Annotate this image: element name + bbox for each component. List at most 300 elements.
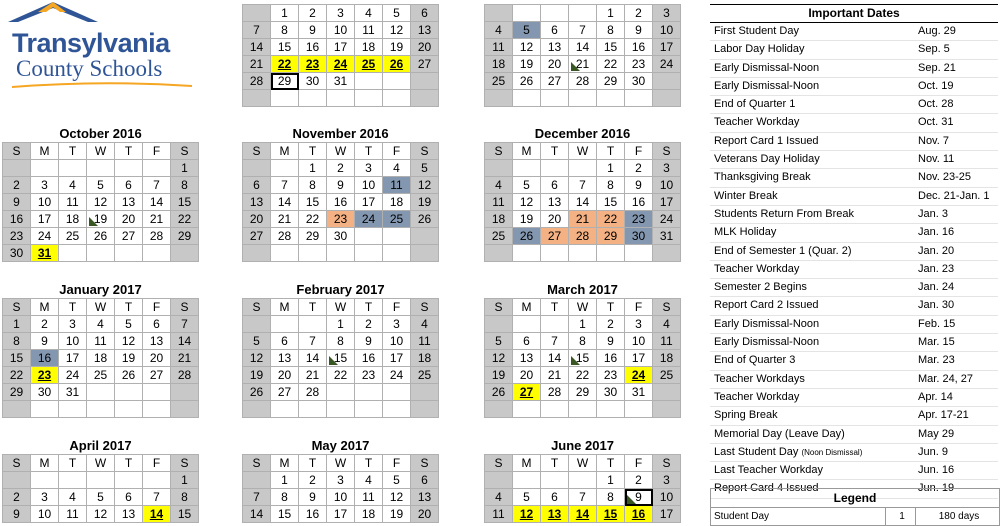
day-header: T <box>355 455 383 472</box>
month-title: December 2016 <box>534 126 631 141</box>
day-cell: 20 <box>143 350 171 367</box>
day-cell: 31 <box>31 245 59 262</box>
day-cell: 13 <box>541 194 569 211</box>
day-cell: 18 <box>59 211 87 228</box>
day-cell: 24 <box>59 367 87 384</box>
day-cell: 25 <box>653 367 681 384</box>
day-cell: 27 <box>513 384 541 401</box>
day-cell <box>541 245 569 262</box>
event-date: Dec. 21-Jan. 1 <box>918 189 990 202</box>
day-cell: 25 <box>355 56 383 73</box>
day-cell <box>243 90 271 107</box>
day-cell <box>355 90 383 107</box>
event-label: Early Dismissal-Noon <box>714 61 820 74</box>
day-cell: 3 <box>327 5 355 22</box>
day-cell: 14 <box>143 194 171 211</box>
day-header: S <box>243 455 271 472</box>
event-date: Mar. 15 <box>918 336 955 349</box>
day-cell: 15 <box>597 194 625 211</box>
day-cell <box>243 316 271 333</box>
day-header: S <box>653 299 681 316</box>
event-date: Jan. 3 <box>918 207 948 220</box>
day-cell <box>383 73 411 90</box>
event-date: Jun. 9 <box>918 445 948 458</box>
day-cell <box>271 401 299 418</box>
important-dates-title: Important Dates <box>710 4 998 23</box>
day-header: M <box>271 143 299 160</box>
day-cell <box>597 245 625 262</box>
day-cell: 23 <box>3 228 31 245</box>
day-cell: 19 <box>87 211 115 228</box>
day-header: W <box>87 455 115 472</box>
day-cell: 5 <box>513 489 541 506</box>
day-cell: 22 <box>3 367 31 384</box>
event-name <box>710 133 918 150</box>
day-cell <box>327 384 355 401</box>
day-cell: 12 <box>485 350 513 367</box>
month-sep <box>484 0 681 107</box>
day-cell: 8 <box>271 22 299 39</box>
day-cell: 13 <box>243 194 271 211</box>
important-date-row <box>710 41 998 59</box>
day-cell: 12 <box>513 39 541 56</box>
event-name <box>710 334 918 351</box>
day-cell <box>243 472 271 489</box>
school-logo <box>0 0 205 95</box>
event-name <box>710 297 918 314</box>
event-name <box>710 389 918 406</box>
important-date-row <box>710 462 998 480</box>
day-header: S <box>485 143 513 160</box>
day-cell <box>653 245 681 262</box>
day-cell <box>383 401 411 418</box>
day-cell: 8 <box>3 333 31 350</box>
day-cell: 5 <box>87 177 115 194</box>
day-cell: 11 <box>59 506 87 523</box>
day-cell <box>299 401 327 418</box>
day-cell: 27 <box>143 367 171 384</box>
day-cell: 12 <box>87 194 115 211</box>
day-cell <box>653 73 681 90</box>
month-nov <box>242 125 439 262</box>
day-cell <box>115 401 143 418</box>
day-cell: 30 <box>625 73 653 90</box>
day-cell <box>87 472 115 489</box>
day-cell <box>597 401 625 418</box>
day-cell <box>243 245 271 262</box>
day-cell: 1 <box>327 316 355 333</box>
day-header: T <box>597 455 625 472</box>
day-cell: 8 <box>271 489 299 506</box>
event-label: Teacher Workdays <box>714 372 805 385</box>
day-cell: 6 <box>115 177 143 194</box>
day-cell: 24 <box>625 367 653 384</box>
month-title: April 2017 <box>69 438 132 453</box>
event-name <box>710 279 918 296</box>
event-date: Jan. 16 <box>918 226 955 239</box>
day-cell: 5 <box>485 333 513 350</box>
day-header: S <box>411 455 439 472</box>
important-date-row <box>710 426 998 444</box>
event-label: Last Teacher Workday <box>714 464 824 477</box>
event-name <box>710 316 918 333</box>
day-cell: 30 <box>625 228 653 245</box>
day-cell: 3 <box>383 316 411 333</box>
day-cell <box>383 90 411 107</box>
day-cell: 6 <box>271 333 299 350</box>
mountain-roof-icon <box>8 0 98 22</box>
day-cell <box>513 316 541 333</box>
day-cell: 28 <box>243 73 271 90</box>
day-cell: 5 <box>513 177 541 194</box>
event-label: Winter Break <box>714 189 778 202</box>
day-cell: 4 <box>485 22 513 39</box>
day-cell: 4 <box>653 316 681 333</box>
event-name <box>710 114 918 131</box>
day-cell: 13 <box>411 489 439 506</box>
day-cell: 17 <box>625 350 653 367</box>
month-jun <box>484 437 681 523</box>
day-cell: 12 <box>243 350 271 367</box>
day-cell <box>299 316 327 333</box>
day-header: M <box>31 455 59 472</box>
day-cell <box>299 245 327 262</box>
important-dates-panel <box>710 4 998 499</box>
day-cell <box>513 90 541 107</box>
day-cell: 6 <box>541 22 569 39</box>
month-title: June 2017 <box>551 438 614 453</box>
day-cell: 5 <box>513 22 541 39</box>
day-header: F <box>143 455 171 472</box>
day-cell: 9 <box>625 489 653 506</box>
important-date-row <box>710 60 998 78</box>
event-date: Aug. 29 <box>918 25 956 37</box>
day-cell: 10 <box>31 194 59 211</box>
day-cell <box>143 384 171 401</box>
day-cell: 12 <box>115 333 143 350</box>
day-cell: 5 <box>383 5 411 22</box>
event-date: Jan. 30 <box>918 299 955 312</box>
day-cell: 16 <box>31 350 59 367</box>
day-cell: 30 <box>327 228 355 245</box>
day-cell <box>271 90 299 107</box>
day-header: T <box>299 299 327 316</box>
day-cell: 30 <box>299 73 327 90</box>
event-label: Teacher Workday <box>714 116 800 129</box>
day-cell <box>31 160 59 177</box>
day-cell: 19 <box>513 211 541 228</box>
day-cell <box>355 245 383 262</box>
day-cell: 30 <box>31 384 59 401</box>
day-cell <box>355 73 383 90</box>
important-date-row <box>710 334 998 352</box>
day-cell: 19 <box>383 39 411 56</box>
day-cell <box>625 90 653 107</box>
day-cell: 1 <box>271 5 299 22</box>
day-cell: 22 <box>327 367 355 384</box>
day-cell: 11 <box>355 489 383 506</box>
day-header: S <box>3 455 31 472</box>
day-cell <box>653 90 681 107</box>
day-cell: 1 <box>3 316 31 333</box>
day-cell: 17 <box>327 506 355 523</box>
day-cell: 17 <box>383 350 411 367</box>
day-header: M <box>271 299 299 316</box>
day-cell: 24 <box>31 228 59 245</box>
day-cell <box>569 5 597 22</box>
event-name <box>710 407 918 424</box>
day-header: M <box>513 299 541 316</box>
event-label: Students Return From Break <box>714 207 855 220</box>
day-cell: 3 <box>653 160 681 177</box>
day-cell: 29 <box>271 73 299 90</box>
day-cell <box>653 401 681 418</box>
day-cell <box>115 245 143 262</box>
event-label: Last Student Day <box>714 445 799 458</box>
day-cell: 1 <box>597 160 625 177</box>
event-label: Early Dismissal-Noon <box>714 317 820 330</box>
event-name <box>710 169 918 186</box>
day-cell: 9 <box>625 22 653 39</box>
day-header: S <box>653 143 681 160</box>
day-cell: 20 <box>411 506 439 523</box>
month-oct <box>2 125 199 262</box>
day-cell: 10 <box>327 489 355 506</box>
day-cell: 12 <box>411 177 439 194</box>
day-cell <box>569 472 597 489</box>
important-date-row <box>710 316 998 334</box>
day-cell: 24 <box>653 211 681 228</box>
day-cell: 31 <box>653 228 681 245</box>
day-cell: 15 <box>299 194 327 211</box>
day-cell: 24 <box>653 56 681 73</box>
day-cell: 16 <box>327 194 355 211</box>
day-cell: 5 <box>87 489 115 506</box>
day-cell <box>115 472 143 489</box>
day-cell: 26 <box>383 56 411 73</box>
day-cell: 4 <box>411 316 439 333</box>
day-cell <box>513 5 541 22</box>
event-name <box>710 60 918 77</box>
month-title: March 2017 <box>547 282 618 297</box>
day-cell: 16 <box>355 350 383 367</box>
event-label: Report Card 1 Issued <box>714 134 819 147</box>
day-cell <box>541 90 569 107</box>
event-label: Teacher Workday <box>714 262 800 275</box>
day-cell <box>143 472 171 489</box>
day-cell: 31 <box>625 384 653 401</box>
important-date-row <box>710 352 998 370</box>
important-date-row <box>710 188 998 206</box>
day-cell: 10 <box>653 22 681 39</box>
day-header: S <box>653 455 681 472</box>
day-cell: 29 <box>171 228 199 245</box>
day-cell: 21 <box>569 211 597 228</box>
day-cell <box>383 384 411 401</box>
day-cell: 6 <box>541 489 569 506</box>
event-date: Nov. 11 <box>918 153 955 166</box>
day-cell: 25 <box>411 367 439 384</box>
day-cell <box>541 160 569 177</box>
month-dec <box>484 125 681 262</box>
day-cell <box>327 90 355 107</box>
event-name <box>710 261 918 278</box>
day-cell: 30 <box>597 384 625 401</box>
day-cell <box>31 401 59 418</box>
day-header: S <box>171 143 199 160</box>
event-label: Spring Break <box>714 409 778 422</box>
day-cell: 15 <box>3 350 31 367</box>
day-cell: 20 <box>541 211 569 228</box>
day-header: T <box>115 143 143 160</box>
day-cell <box>59 472 87 489</box>
day-cell: 7 <box>541 333 569 350</box>
event-date: Mar. 23 <box>918 354 955 367</box>
day-cell: 14 <box>143 506 171 523</box>
day-cell <box>59 245 87 262</box>
day-cell: 11 <box>485 506 513 523</box>
day-cell: 12 <box>513 506 541 523</box>
event-date: May 29 <box>918 427 955 440</box>
important-date-row <box>710 169 998 187</box>
day-cell: 9 <box>3 506 31 523</box>
day-cell: 18 <box>355 39 383 56</box>
day-cell: 8 <box>569 333 597 350</box>
important-date-row <box>710 114 998 132</box>
day-cell: 11 <box>485 194 513 211</box>
day-cell <box>485 5 513 22</box>
important-date-row <box>710 261 998 279</box>
day-cell <box>143 245 171 262</box>
day-header: T <box>355 299 383 316</box>
event-label: Thanksgiving Break <box>714 171 811 184</box>
day-header: W <box>327 143 355 160</box>
day-cell: 12 <box>513 194 541 211</box>
day-cell: 25 <box>485 228 513 245</box>
day-cell: 21 <box>171 350 199 367</box>
day-header: T <box>299 455 327 472</box>
important-date-row <box>710 407 998 425</box>
day-cell: 14 <box>299 350 327 367</box>
day-cell: 2 <box>3 489 31 506</box>
day-cell: 4 <box>383 160 411 177</box>
day-cell <box>243 160 271 177</box>
day-cell: 2 <box>299 472 327 489</box>
day-cell: 2 <box>625 5 653 22</box>
day-cell: 11 <box>87 333 115 350</box>
event-name <box>710 188 918 205</box>
day-cell: 7 <box>171 316 199 333</box>
day-cell: 6 <box>411 472 439 489</box>
day-header: T <box>355 143 383 160</box>
day-cell: 15 <box>569 350 597 367</box>
day-cell: 27 <box>243 228 271 245</box>
day-cell: 8 <box>171 489 199 506</box>
day-header: M <box>31 143 59 160</box>
day-cell: 11 <box>383 177 411 194</box>
day-cell: 6 <box>411 5 439 22</box>
day-header: F <box>143 143 171 160</box>
day-cell: 19 <box>383 506 411 523</box>
day-cell: 12 <box>383 22 411 39</box>
day-cell: 5 <box>383 472 411 489</box>
day-cell: 17 <box>355 194 383 211</box>
day-cell: 25 <box>485 73 513 90</box>
day-cell: 26 <box>115 367 143 384</box>
important-date-row <box>710 78 998 96</box>
day-cell <box>625 245 653 262</box>
event-date: Mar. 24, 27 <box>918 372 974 385</box>
important-date-row <box>710 96 998 114</box>
day-cell: 23 <box>327 211 355 228</box>
legend-label: Student Day <box>714 511 770 522</box>
month-aug <box>242 0 439 107</box>
day-cell: 9 <box>327 177 355 194</box>
day-cell: 17 <box>327 39 355 56</box>
day-cell: 16 <box>299 506 327 523</box>
day-cell: 6 <box>243 177 271 194</box>
day-cell: 2 <box>327 160 355 177</box>
day-cell: 23 <box>625 56 653 73</box>
day-cell: 7 <box>243 489 271 506</box>
event-label: Labor Day Holiday <box>714 43 805 56</box>
event-date: Oct. 19 <box>918 79 954 92</box>
day-cell: 4 <box>59 489 87 506</box>
day-cell <box>271 160 299 177</box>
day-cell: 18 <box>485 56 513 73</box>
day-cell: 1 <box>171 160 199 177</box>
month-mar <box>484 281 681 418</box>
day-cell: 26 <box>513 228 541 245</box>
event-label: Early Dismissal-Noon <box>714 79 820 92</box>
day-cell: 20 <box>541 56 569 73</box>
day-cell <box>355 228 383 245</box>
day-cell: 21 <box>271 211 299 228</box>
day-cell: 5 <box>411 160 439 177</box>
day-cell: 9 <box>625 177 653 194</box>
event-date: Sep. 5 <box>918 43 950 56</box>
day-cell: 29 <box>597 73 625 90</box>
day-cell: 21 <box>243 56 271 73</box>
day-cell <box>59 401 87 418</box>
day-cell: 25 <box>87 367 115 384</box>
day-header: F <box>625 299 653 316</box>
day-header: M <box>513 143 541 160</box>
day-cell <box>513 472 541 489</box>
month-title: February 2017 <box>296 282 385 297</box>
day-cell: 27 <box>271 384 299 401</box>
day-cell: 3 <box>31 489 59 506</box>
day-cell: 13 <box>115 506 143 523</box>
day-cell <box>485 401 513 418</box>
legend-title: Legend <box>833 491 877 505</box>
day-cell: 13 <box>143 333 171 350</box>
day-cell <box>171 245 199 262</box>
event-date: Nov. 23-25 <box>918 171 971 184</box>
day-cell: 23 <box>299 56 327 73</box>
swoosh-icon <box>12 82 192 88</box>
day-cell: 15 <box>597 39 625 56</box>
day-cell <box>485 316 513 333</box>
day-cell: 27 <box>411 56 439 73</box>
day-cell: 2 <box>31 316 59 333</box>
day-header: F <box>383 299 411 316</box>
day-cell <box>87 160 115 177</box>
event-name <box>710 462 918 479</box>
event-name <box>710 78 918 95</box>
day-header: T <box>597 143 625 160</box>
legend-row <box>711 507 999 525</box>
